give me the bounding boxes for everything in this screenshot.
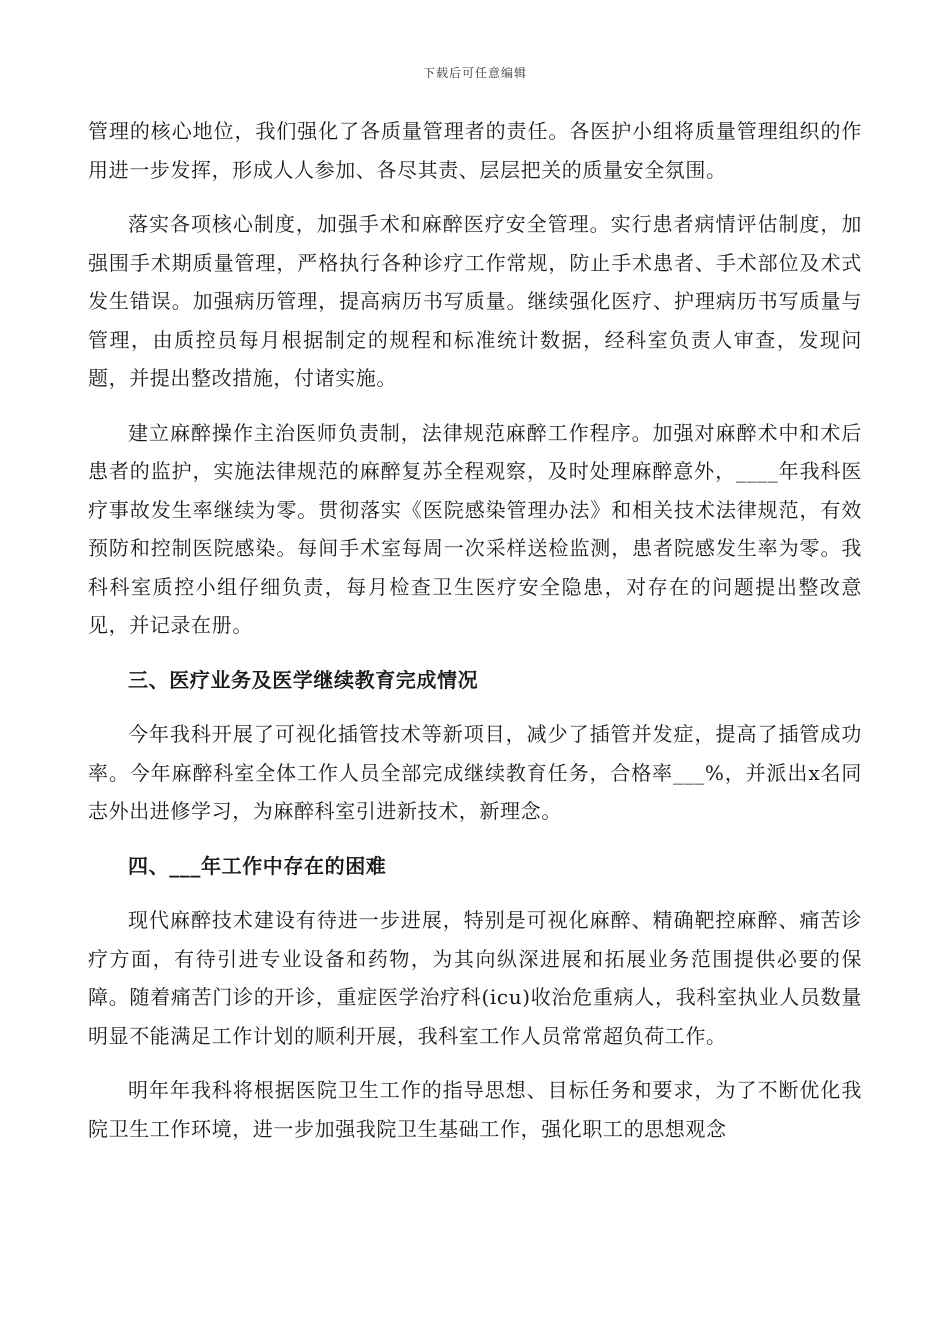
paragraph-anesthesia-responsibility: 建立麻醉操作主治医师负责制，法律规范麻醉工作程序。加强对麻醉术中和术后患者的监护，实施法律规范的麻醉复苏全程观察，及时处理麻醉意外，____年我科医疗事故发生率继续为零。贯彻落实《医院感染管理办法》和相关技术法律规范，有效预防和控制医院感染。每间手术室每周一次采样送检监测，患者院感发生率为零。我科科室质控小组仔细负责，每月检查卫生医疗安全隐患，对存在的问题提出整改意见，并记录在册。 <box>88 420 862 637</box>
section-heading-3: 三、医疗业务及医学继续教育完成情况 <box>128 667 479 692</box>
paragraph-next-year: 明年年我科将根据医院卫生工作的指导思想、目标任务和要求，为了不断优化我院卫生工作环境，进一步加强我院卫生基础工作，强化职工的思想观念 <box>88 1078 862 1141</box>
paragraph-education: 今年我科开展了可视化插管技术等新项目，减少了插管并发症，提高了插管成功率。今年麻醉科室全体工作人员全部完成继续教育任务，合格率___%，并派出x名同志外出进修学习，为麻醉科室引进新技术，新理念。 <box>88 722 862 823</box>
paragraph-core-systems: 落实各项核心制度，加强手术和麻醉医疗安全管理。实行患者病情评估制度，加强围手术期质量管理，严格执行各种诊疗工作常规，防止手术患者、手术部位及术式发生错误。加强病历管理，提高病历书写质量。继续强化医疗、护理病历书写质量与管理，由质控员每月根据制定的规程和标准统计数据，经科室负责人审查，发现问题，并提出整改措施，付诸实施。 <box>88 212 862 390</box>
document-body <box>88 112 862 1148</box>
page-header-note: 下载后可任意编辑 <box>422 66 527 80</box>
section-heading-4: 四、___年工作中存在的困难 <box>128 853 387 878</box>
paragraph-quality-management: 管理的核心地位，我们强化了各质量管理者的责任。各医护小组将质量管理组织的作用进一步发挥，形成人人参加、各尽其责、层层把关的质量安全氛围。 <box>88 119 862 182</box>
paragraph-difficulties: 现代麻醉技术建设有待进一步进展，特别是可视化麻醉、精确靶控麻醉、痛苦诊疗方面，有待引进专业设备和药物，为其向纵深进展和拓展业务范围提供必要的保障。随着痛苦门诊的开诊，重症医学治疗科(icu)收治危重病人，我科室执业人员数量明显不能满足工作计划的顺利开展，我科室工作人员常常超负荷工作。 <box>88 908 862 1048</box>
